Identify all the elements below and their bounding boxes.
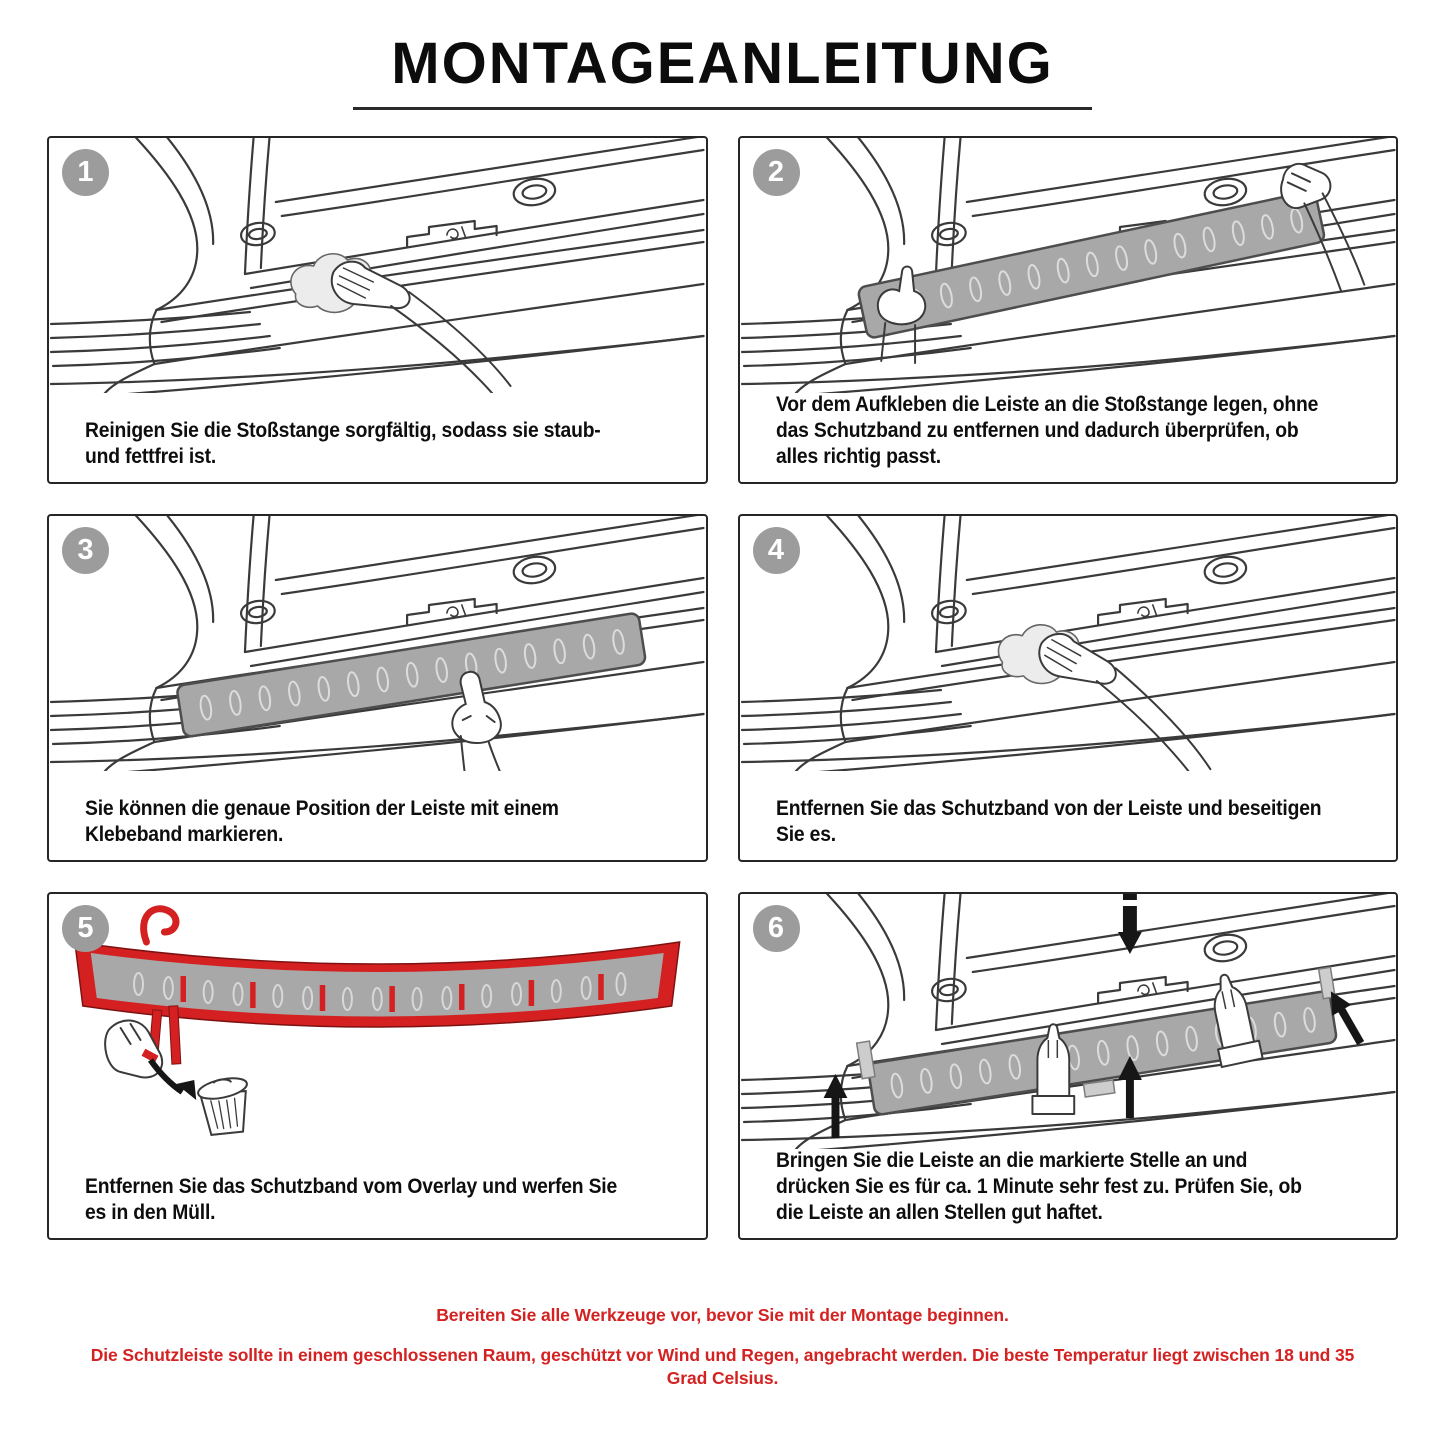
step-panel-3 bbox=[47, 514, 708, 862]
step-caption: Bringen Sie die Leiste an die markierte Stelle an und drücken Sie es für ca. 1 Minute sehr fest zu. Prüfen Sie, ob die Leiste an allen Stellen gut haftet. bbox=[775, 1148, 1302, 1224]
step-panel-2 bbox=[738, 136, 1399, 484]
step-caption: Vor dem Aufkleben die Leiste an die Stoßstange legen, ohne das Schutzband zu entfernen und dadurch überprüfen, ob alles richtig passt. bbox=[775, 392, 1318, 468]
overlay-strip-with-tape bbox=[75, 909, 680, 1027]
step-5-illustration bbox=[49, 894, 706, 1149]
footer-warning-line1: Bereiten Sie alle Werkzeuge vor, bevor Sie mit der Montage beginnen. bbox=[436, 1305, 1009, 1325]
step-number-badge: 3 bbox=[62, 527, 109, 574]
step-panel-6 bbox=[738, 892, 1399, 1240]
step-3-illustration bbox=[49, 516, 706, 771]
step-number-badge: 5 bbox=[62, 905, 109, 952]
step-6-illustration bbox=[740, 894, 1397, 1149]
step-2-illustration bbox=[740, 138, 1397, 393]
protector-strip bbox=[857, 190, 1325, 339]
step-4-illustration bbox=[740, 516, 1397, 771]
car-rear-outline bbox=[51, 138, 704, 393]
step-panel-5 bbox=[47, 892, 708, 1240]
step-caption: Sie können die genaue Position der Leiste mit einem Klebeband markieren. bbox=[85, 796, 559, 846]
trash-can-icon bbox=[196, 1074, 253, 1136]
footer-warnings bbox=[0, 1304, 1445, 1391]
step-1-illustration bbox=[49, 138, 706, 393]
step-panel-4 bbox=[738, 514, 1399, 862]
step-number-badge: 1 bbox=[62, 149, 109, 196]
arrow-into-trash-icon bbox=[150, 1060, 196, 1100]
footer-warning-note: Die Schutzleiste sollte in einem geschlossenen Raum, geschützt vor Wind und Regen, angebracht werden. Die beste Temperatur liegt zwischen 18 und 35 Grad Celsius. bbox=[90, 1344, 1355, 1389]
step-number-badge: 4 bbox=[753, 527, 800, 574]
title-block bbox=[0, 0, 1445, 110]
peeled-tape-curl bbox=[144, 909, 176, 942]
step-caption: Entfernen Sie das Schutzband von der Leiste und beseitigen Sie es. bbox=[775, 796, 1321, 846]
steps-grid bbox=[47, 136, 1398, 1240]
step-number-badge: 2 bbox=[753, 149, 800, 196]
step-panel-1 bbox=[47, 136, 708, 484]
step-caption: Reinigen Sie die Stoßstange sorgfältig, sodass sie staub- und fettfrei ist. bbox=[85, 418, 601, 468]
step-caption: Entfernen Sie das Schutzband vom Overlay und werfen Sie es in den Müll. bbox=[85, 1174, 618, 1224]
page-title: MONTAGEANLEITUNG bbox=[353, 30, 1091, 110]
step-number-badge: 6 bbox=[753, 905, 800, 952]
